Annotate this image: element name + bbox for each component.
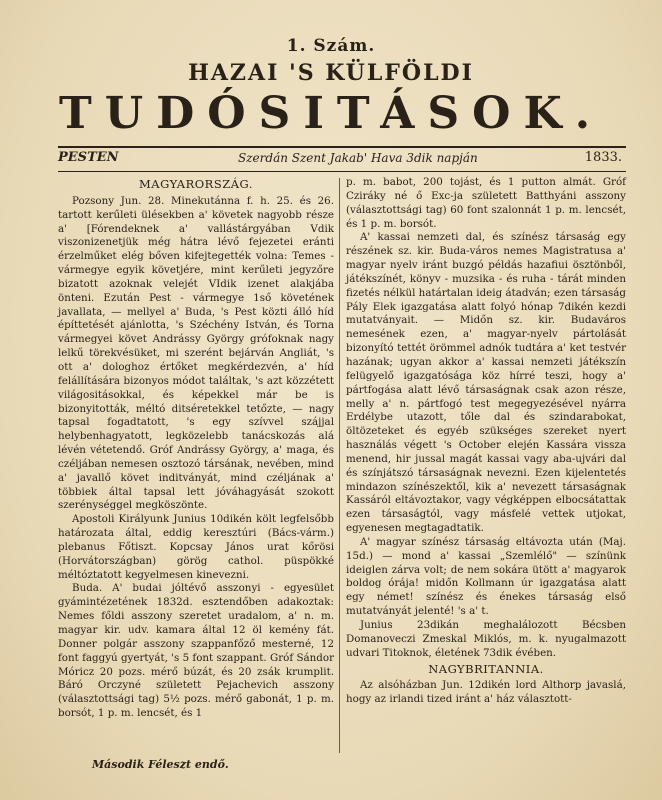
masthead-subtitle: HAZAI 'S KÜLFÖLDI: [188, 60, 474, 86]
column-separator: [339, 178, 340, 753]
dateline: [58, 150, 626, 170]
article-paragraph: Apostoli Királyunk Junius 10dikén költ legfelsőbb határozata által, eddig keresztúri (Bács-várm.) plebanus Főtiszt. Kopcsay János urat kőrösi (Horvátországban) görög cathol. püspökké méltóztatott kegyelmesen kinevezni.: [58, 513, 334, 581]
article-paragraph: Buda. A' budai jóltévő asszonyi - egyesület gyámintézetének 1832d. esztendőben adakoztak: Nemes főldi asszony szeretet uradalom, a' n. m. magyar kir. udv. kamara által 12 öl kemény fát. Donner polgár asszony szappanfőző mesterné, 12 font faggyú gyertyát, 's 5 font szappant. Gróf Sándor Móricz 20 pozs. mérő búzát, és 20 zsák krumplit. Báró Orczyné született Pejachevich asszony (választottsági tag) 5½ pozs. mérő gabonát, 1 p. m. borsót, 1 p. m. lencsét, és 1: [58, 582, 334, 720]
dateline-year: 1833.: [584, 150, 622, 165]
article-paragraph: p. m. babot, 200 tojást, és 1 putton almát. Gróf Cziráky né ő Exc-ja született Batthyáni asszony (választottsági tag) 60 font szalonnát 1 p. m. lencsét, és 1 p. m. borsót.: [346, 176, 626, 230]
article-paragraph: Junius 23dikán meghalálozott Bécsben Domanoveczi Zmeskal Miklós, m. k. nyugalmazott udvari Titoknok, életének 73dik évében.: [346, 619, 626, 659]
article-paragraph: Pozsony Jun. 28. Minekutánna f. h. 25. és 26. tartott kerűleti ülésekben a' követek nagyobb része a' [Fórendeknek a' vallástárgyában Vdik viszonizenetjük még hátra lévő fejezetei eránti érzelműket elég bőven kifejtegették volna: Temes - vármegye egyik követjére, mint kerűleti jegyzőre bizatott azoknak velejét VIdik izenet alakjába önteni. Ezután Pest - vármegye 1ső követének javallata, — mellyel a' Buda, 's Pest közti álló híd építtetését ajánlotta, 's Széchény István, és Torna vármegyei követ Andrássy György grófoknak nagy lelkű törekvésüket, mi szerént bejárván Angliát, 's ott a' dologhoz értőket megkérdezvén, a' híd felállítására bizonyos módot találtak, 's azt közzétett világositásokkal, és képekkel már be is bizonyitották, méltó ditséretekkel tetőzte, — nagy tapsal fogadtatott, 's egy szívvel szájjal helybenhagyatott, legközelebb tanácskozás alá lévén vétetendő. Gróf Andrássy György, a' maga, és czéljában nemesen osztozó társának, nevében, mind a' javallő követ inditványát, mind czéljának a' többiek által tapsal lett jóváhagyását szokott szerénységgel megköszönte.: [58, 194, 334, 512]
section-heading-hungary: MAGYARORSZÁG.: [139, 177, 253, 191]
issue-number: 1. Szám.: [286, 36, 376, 56]
section-heading-britain: NAGYBRITANNIA.: [428, 661, 544, 676]
right-column: [346, 176, 626, 707]
article-paragraph: A' magyar színész társaság eltávozta után (Maj. 15d.) — mond a' kassai „Szemlélő" — színünk ideiglen zárva volt; de nem sokára ütött a' magyarok boldog órája! midőn Kollmann úr igazgatása alatt egy német! színész és énekes társaság első mutatványát jelenté! 's a' t.: [346, 535, 626, 618]
page-signature: Második Féleszt endő.: [92, 758, 229, 771]
masthead-rule-bottom: [58, 171, 626, 172]
masthead-rule-top: [58, 146, 626, 148]
article-paragraph: Az alsóházban Jun. 12dikén lord Althorp javaslá, hogy az irlandi tized iránt a' ház választott-: [346, 679, 626, 706]
masthead-title: TUDÓSITÁSOK.: [58, 88, 604, 139]
dateline-date: Szerdán Szent Jakab' Hava 3dik napján: [238, 151, 478, 165]
left-column: [58, 176, 334, 721]
dateline-place: PESTEN: [58, 150, 119, 165]
article-paragraph: A' kassai nemzeti dal, és színész társaság egy részének sz. kir. Buda-város nemes Magistratusa a' magyar nyelv iránt buzgó példás hazafiui ösztönből, játékszínét, könyv - muzsika - és ruha - tárát minden fizetés nélkül határtalan ideig átadván; ezen társaság Pály Elek igazgatása alatt folyó hónap 7dikén kezdi mutatványait. — Midőn sz. kir. Budaváros nemesének ezen, a' magyar-nyelv pártolását bizonyító tettét örömmel adnók tudtára a' ket testvér hazának; ugyan akkor a' kassai nemzeti játékszín felügyelő igazgatósága köz hírré teszi, hogy a' pártfogása alatt lévő társaságnak csak azon része, melly a' n. pártfogó test megegyezésével nyárra Erdélybe utazott, tőle dal és szindarabokat, öltözeteket és egyéb szükséges szereket nyert használás végett 's October elején Kassára vissza menend, hir jussal magát kassai vagy aba-ujvári dal és színjátszó társaságnak nevezni. Ezen kijelentetés mindazon színészektől, kik a' nevezett társaságnak Kassáról eltávoztakor, vagy végképpen elbocsátattak ezen társaságtól, vagy másfelé vettek utjokat, egyenesen megtagadtatik.: [346, 231, 626, 535]
